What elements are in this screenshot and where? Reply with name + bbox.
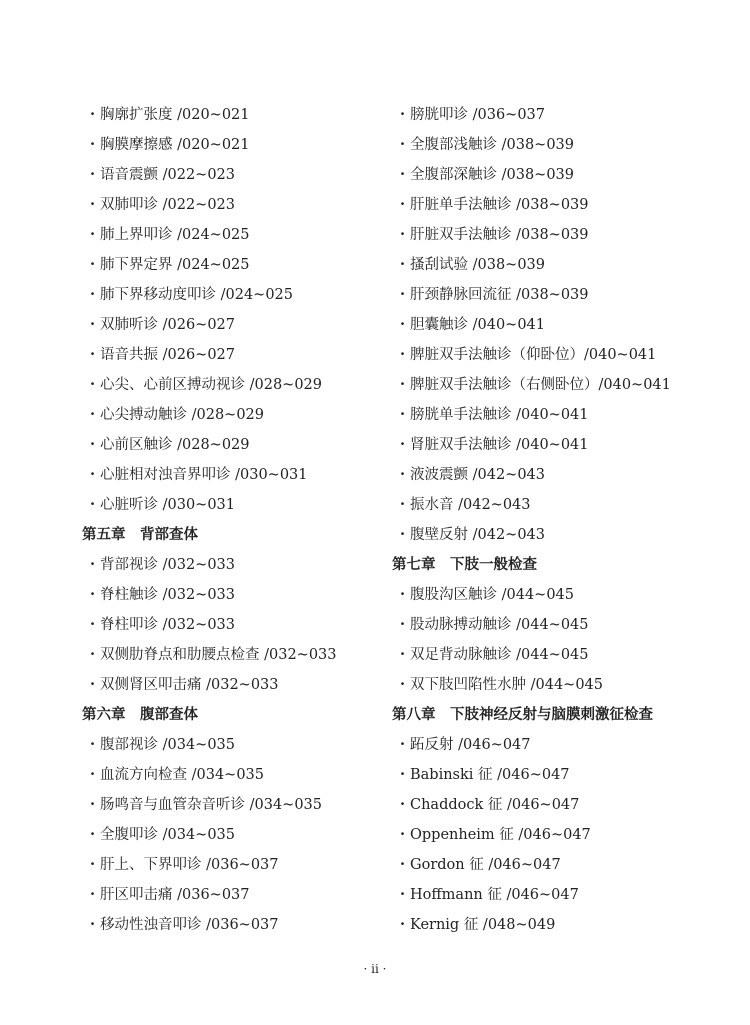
toc-entry: · 肝上、下界叩诊 /036~037	[80, 850, 380, 880]
toc-entry: · 腹部视诊 /034~035	[80, 730, 380, 760]
toc-entry: · 全腹叩诊 /034~035	[80, 820, 380, 850]
toc-left-column	[80, 100, 380, 940]
toc-entry: · Chaddock 征 /046~047	[390, 790, 690, 820]
chapter-heading: 第八章 下肢神经反射与脑膜刺激征检查	[392, 707, 653, 723]
toc-entry: · 肝颈静脉回流征 /038~039	[390, 280, 690, 310]
toc-entry: · 肠鸣音与血管杂音听诊 /034~035	[80, 790, 380, 820]
chapter-heading: 第七章 下肢一般检查	[392, 557, 537, 573]
toc-entry: · 肝脏单手法触诊 /038~039	[390, 190, 690, 220]
toc-entry: · 脾脏双手法触诊（仰卧位）/040~041	[390, 340, 690, 370]
toc-entry: · 肝区叩击痛 /036~037	[80, 880, 380, 910]
toc-entry: · 心尖搏动触诊 /028~029	[80, 400, 380, 430]
toc-entry: · 膀胱叩诊 /036~037	[390, 100, 690, 130]
toc-entry: · 肝脏双手法触诊 /038~039	[390, 220, 690, 250]
toc-entry: · 胆囊触诊 /040~041	[390, 310, 690, 340]
toc-entry: · 跖反射 /046~047	[390, 730, 690, 760]
toc-entry: · 腹壁反射 /042~043	[390, 520, 690, 550]
toc-entry: · 移动性浊音叩诊 /036~037	[80, 910, 380, 940]
toc-entry: · 全腹部浅触诊 /038~039	[390, 130, 690, 160]
toc-entry: · 膀胱单手法触诊 /040~041	[390, 400, 690, 430]
toc-entry: · 股动脉搏动触诊 /044~045	[390, 610, 690, 640]
toc-entry: · 振水音 /042~043	[390, 490, 690, 520]
toc-entry: · 语音共振 /026~027	[80, 340, 380, 370]
toc-entry: · Oppenheim 征 /046~047	[390, 820, 690, 850]
toc-entry: · 脊柱叩诊 /032~033	[80, 610, 380, 640]
chapter-heading: 第六章 腹部查体	[82, 707, 198, 723]
toc-entry: · 背部视诊 /032~033	[80, 550, 380, 580]
toc-entry: · 语音震颤 /022~023	[80, 160, 380, 190]
toc-right-column	[390, 100, 690, 940]
toc-entry: · 肾脏双手法触诊 /040~041	[390, 430, 690, 460]
toc-entry: · 胸廓扩张度 /020~021	[80, 100, 380, 130]
toc-entry: · 胸膜摩擦感 /020~021	[80, 130, 380, 160]
toc-entry: · Babinski 征 /046~047	[390, 760, 690, 790]
chapter-heading: 第五章 背部查体	[82, 527, 198, 543]
toc-entry: · 肺上界叩诊 /024~025	[80, 220, 380, 250]
toc-entry: · 双肺叩诊 /022~023	[80, 190, 380, 220]
toc-entry: · 液波震颤 /042~043	[390, 460, 690, 490]
toc-entry: · 心脏相对浊音界叩诊 /030~031	[80, 460, 380, 490]
toc-entry: · 血流方向检查 /034~035	[80, 760, 380, 790]
toc-entry: · 腹股沟区触诊 /044~045	[390, 580, 690, 610]
toc-entry: · 全腹部深触诊 /038~039	[390, 160, 690, 190]
toc-entry: · 双侧肋脊点和肋腰点检查 /032~033	[80, 640, 380, 670]
page-number: · ii ·	[363, 962, 387, 976]
toc-entry: · 双足背动脉触诊 /044~045	[390, 640, 690, 670]
toc-entry: · 肺下界定界 /024~025	[80, 250, 380, 280]
toc-entry: · 双肺听诊 /026~027	[80, 310, 380, 340]
toc-entry: · Gordon 征 /046~047	[390, 850, 690, 880]
toc-entry: · 心脏听诊 /030~031	[80, 490, 380, 520]
toc-entry: · 搔刮试验 /038~039	[390, 250, 690, 280]
toc-entry: · 脾脏双手法触诊（右侧卧位）/040~041	[390, 370, 690, 400]
toc-entry: · 心尖、心前区搏动视诊 /028~029	[80, 370, 380, 400]
toc-entry: · 双侧肾区叩击痛 /032~033	[80, 670, 380, 700]
toc-entry: · 心前区触诊 /028~029	[80, 430, 380, 460]
toc-entry: · 脊柱触诊 /032~033	[80, 580, 380, 610]
toc-entry: · Kernig 征 /048~049	[390, 910, 690, 940]
toc-entry: · Hoffmann 征 /046~047	[390, 880, 690, 910]
toc-entry: · 肺下界移动度叩诊 /024~025	[80, 280, 380, 310]
toc-entry: · 双下肢凹陷性水肿 /044~045	[390, 670, 690, 700]
